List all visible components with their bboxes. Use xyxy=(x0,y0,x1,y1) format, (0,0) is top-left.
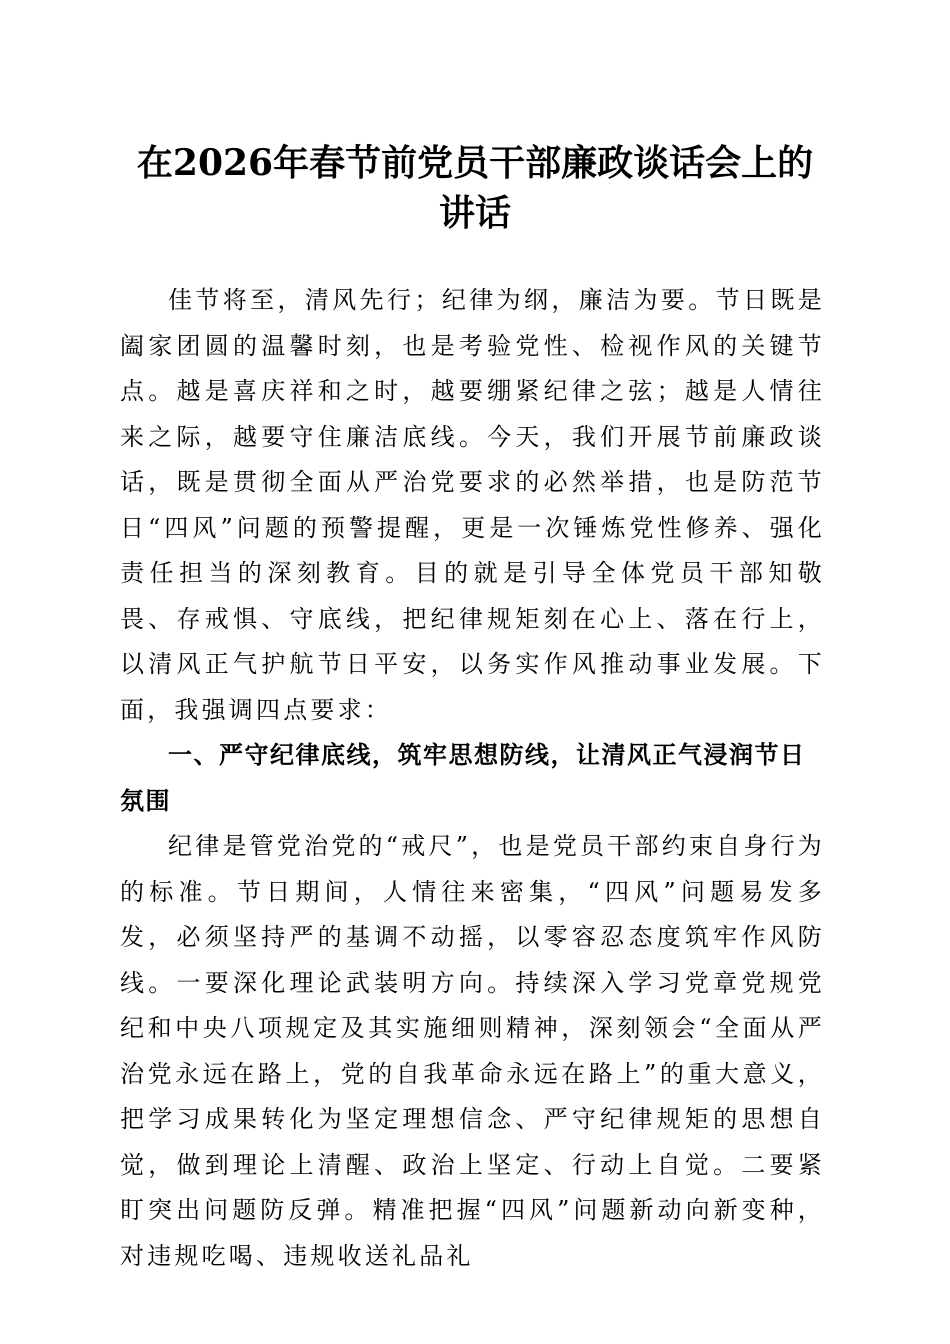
page-title: 在2026年春节前党员干部廉政谈话会上的讲话 xyxy=(136,142,814,234)
intro-paragraph: 佳节将至，清风先行；纪律为纲，廉洁为要。节日既是阖家团圆的温馨时刻，也是考验党性、检视作风的关键节点。越是喜庆祥和之时，越要绷紧纪律之弦；越是人情往来之际，越要守住廉洁底线。今天，我们开展节前廉政谈话，既是贯彻全面从严治党要求的必然举措，也是防范节日“四风”问题的预警提醒，更是一次锤炼党性修养、强化责任担当的深刻教育。目的就是引导全体党员干部知敬畏、存戒惧、守底线，把纪律规矩刻在心上、落在行上，以清风正气护航节日平安，以务实作风推动事业发展。下面，我强调四点要求： xyxy=(120,286,825,724)
document-body xyxy=(120,278,825,1279)
section-1-paragraph: 纪律是管党治党的“戒尺”，也是党员干部约束自身行为的标准。节日期间，人情往来密集，“四风”问题易发多发，必须坚持严的基调不动摇，以零容忍态度筑牢作风防线。一要深化理论武装明方向。持续深入学习党章党规党纪和中央八项规定及其实施细则精神，深刻领会“全面从严治党永远在路上，党的自我革命永远在路上”的重大意义，把学习成果转化为坚定理想信念、严守纪律规矩的思想自觉，做到理论上清醒、政治上坚定、行动上自觉。二要紧盯突出问题防反弹。精准把握“四风”问题新动向新变种，对违规吃喝、违规收送礼品礼 xyxy=(120,832,825,1270)
section-1-heading: 一、严守纪律底线，筑牢思想防线，让清风正气浸润节日氛围 xyxy=(120,741,806,815)
